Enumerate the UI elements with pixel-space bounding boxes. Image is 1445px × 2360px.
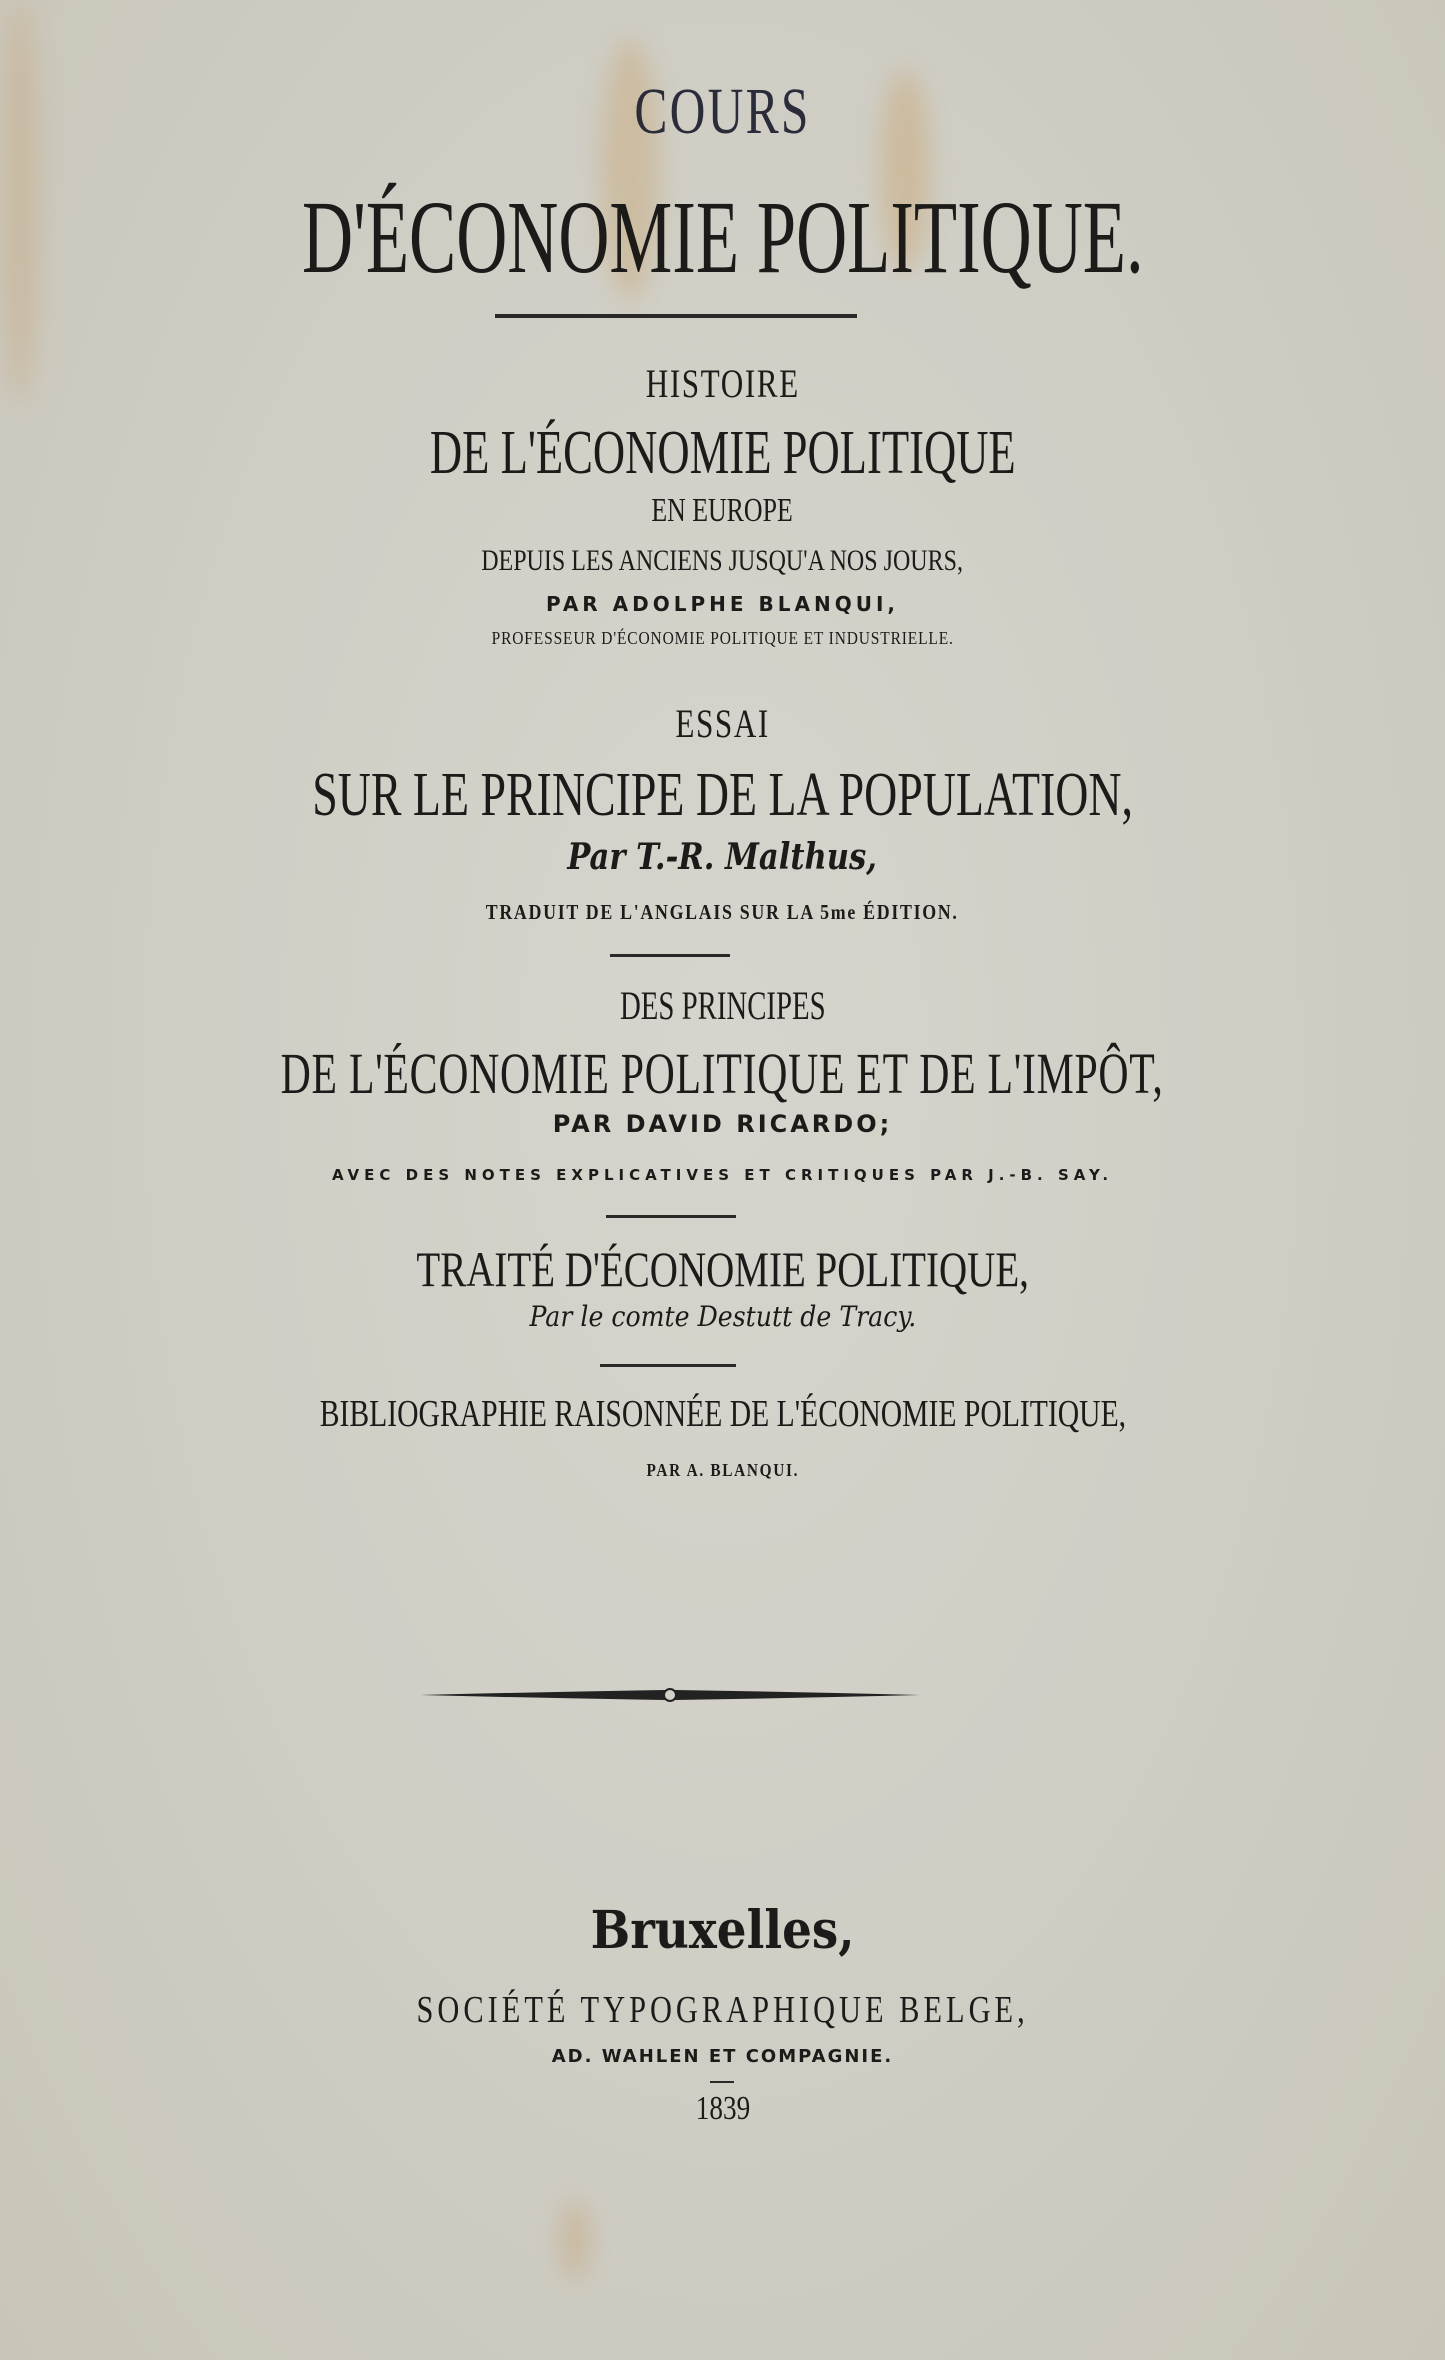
section3-heading-large bbox=[0, 1040, 1445, 1107]
imprint-city bbox=[0, 1900, 1445, 1961]
year-text: 1839 bbox=[695, 2090, 750, 2127]
section-rule bbox=[606, 1215, 736, 1218]
title-small bbox=[0, 74, 1445, 150]
section1-author-note bbox=[0, 628, 1445, 649]
author-text: PAR DAVID RICARDO; bbox=[552, 1110, 893, 1138]
note-text: AVEC DES NOTES EXPLICATIVES ET CRITIQUES PAR J.-B. SAY. bbox=[331, 1166, 1114, 1184]
title-large bbox=[0, 178, 1445, 297]
author-text: Par T.-R. Malthus, bbox=[567, 836, 878, 878]
section3-heading-small bbox=[0, 982, 1445, 1029]
note-text: TRADUIT DE L'ANGLAIS SUR LA 5me ÉDITION. bbox=[486, 900, 959, 924]
paper-stain bbox=[560, 2200, 590, 2280]
imprint-year bbox=[0, 2090, 1445, 2128]
heading-text: DES PRINCIPES bbox=[619, 983, 826, 1028]
imprint-publisher bbox=[0, 1988, 1445, 2032]
author-text: PAR A. BLANQUI. bbox=[646, 1460, 799, 1480]
section4-author bbox=[0, 1300, 1445, 1333]
section4-heading-large bbox=[0, 1240, 1445, 1298]
imprint-rule bbox=[710, 2081, 734, 2083]
section1-author bbox=[0, 592, 1445, 616]
heading-text: SUR LE PRINCIPE DE LA POPULATION, bbox=[312, 761, 1133, 829]
heading-text: DE L'ÉCONOMIE POLITIQUE bbox=[429, 419, 1016, 487]
imprint-printer bbox=[0, 2046, 1445, 2067]
title-large-text: D'ÉCONOMIE POLITIQUE. bbox=[301, 180, 1144, 295]
ornament-divider-icon bbox=[420, 1680, 920, 1710]
section2-author-note bbox=[0, 900, 1445, 925]
note-text: PROFESSEUR D'ÉCONOMIE POLITIQUE ET INDUSTRIELLE. bbox=[491, 628, 954, 648]
city-text: Bruxelles, bbox=[590, 1900, 855, 1961]
author-text: Par le comte Destutt de Tracy. bbox=[529, 1300, 916, 1333]
section1-heading-large bbox=[0, 418, 1445, 489]
heading-text: BIBLIOGRAPHIE RAISONNÉE DE L'ÉCONOMIE POLITIQUE, bbox=[319, 1393, 1126, 1435]
section3-author-note bbox=[0, 1166, 1445, 1184]
printer-text: AD. WAHLEN ET COMPAGNIE. bbox=[551, 2046, 894, 2067]
section2-heading-large bbox=[0, 760, 1445, 831]
section-rule bbox=[610, 954, 730, 957]
section5-heading-large bbox=[0, 1392, 1445, 1436]
heading-text: DE L'ÉCONOMIE POLITIQUE ET DE L'IMPÔT, bbox=[281, 1041, 1164, 1106]
section2-heading-small bbox=[0, 700, 1445, 747]
sub-text: EN EUROPE bbox=[651, 492, 794, 529]
title-rule bbox=[495, 314, 857, 318]
title-small-text: COURS bbox=[634, 75, 811, 148]
author-text: PAR ADOLPHE BLANQUI, bbox=[546, 592, 899, 616]
section1-sub2 bbox=[0, 544, 1445, 578]
section3-author bbox=[0, 1110, 1445, 1138]
publisher-text: SOCIÉTÉ TYPOGRAPHIQUE BELGE, bbox=[416, 1989, 1029, 2031]
heading-text: ESSAI bbox=[675, 701, 770, 746]
section1-sub1 bbox=[0, 492, 1445, 530]
section1-heading-small bbox=[0, 360, 1445, 407]
section2-author bbox=[0, 836, 1445, 878]
sub-text: DEPUIS LES ANCIENS JUSQU'A NOS JOURS, bbox=[481, 544, 964, 577]
section5-author bbox=[0, 1460, 1445, 1481]
heading-text: TRAITÉ D'ÉCONOMIE POLITIQUE, bbox=[416, 1241, 1029, 1297]
section-rule bbox=[600, 1364, 736, 1367]
heading-text: HISTOIRE bbox=[645, 361, 800, 406]
